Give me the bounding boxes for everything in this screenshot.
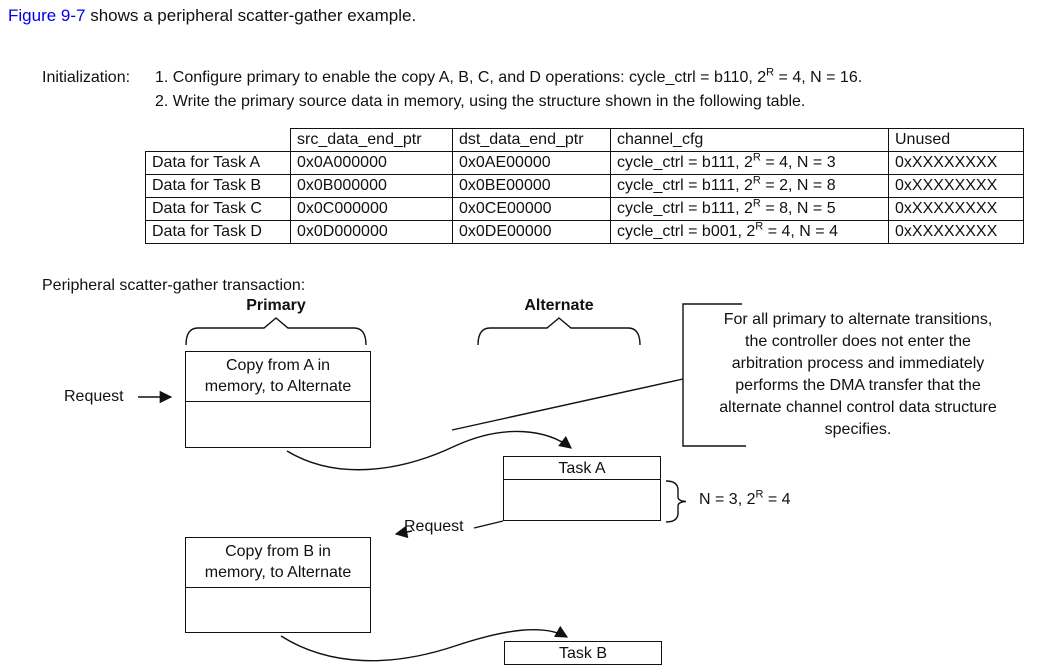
initialization-step-2: 2. Write the primary source data in memory, using the structure shown in the following table. <box>155 93 806 110</box>
row-cfg: cycle_ctrl = b111, $2^R = 8$, N = 5 <box>611 198 889 221</box>
step1-text-end: = 4, N = 16. <box>774 69 863 86</box>
row-dst: 0x0DE00000 <box>453 221 611 244</box>
table-row <box>146 198 1024 221</box>
copy-a-box-text: Copy from A in memory, to Alternate <box>186 352 370 402</box>
table-header-cfg: channel_cfg <box>611 129 889 152</box>
row-label: Data for Task D <box>146 221 291 244</box>
row-cfg: cycle_ctrl = b001, $2^R = 4$, N = 4 <box>611 221 889 244</box>
request-label-1: Request <box>64 388 124 405</box>
copy-b-box-text: Copy from B in memory, to Alternate <box>186 538 370 588</box>
alternate-brace <box>478 318 640 345</box>
alternate-column-label: Alternate <box>524 297 594 314</box>
row-unused: 0xXXXXXXXX <box>889 175 1024 198</box>
table-header-blank <box>146 129 291 152</box>
n-annotation: N = 3, $2^R = 4$ <box>699 488 791 508</box>
row-cfg: cycle_ctrl = b111, $2^R = 4$, N = 3 <box>611 152 889 175</box>
table-header-src: src_data_end_ptr <box>291 129 453 152</box>
row-src: 0x0C000000 <box>291 198 453 221</box>
note-callout-line <box>452 379 683 430</box>
task-a-label: Task A <box>504 457 660 480</box>
row-unused: 0xXXXXXXXX <box>889 152 1024 175</box>
table-header-row <box>146 129 1024 152</box>
row-src: 0x0A000000 <box>291 152 453 175</box>
table-row <box>146 175 1024 198</box>
figure-link[interactable]: Figure 9-7 <box>8 6 86 25</box>
note-line: For all primary to alternate transitions, <box>723 311 993 328</box>
row-label: Data for Task B <box>146 175 291 198</box>
note-line: performs the DMA transfer that the <box>735 377 981 394</box>
row-cfg: cycle_ctrl = b111, $2^R = 2$, N = 8 <box>611 175 889 198</box>
row-unused: 0xXXXXXXXX <box>889 221 1024 244</box>
table-row <box>146 221 1024 244</box>
note-text <box>688 309 1028 441</box>
page-title-rest: shows a peripheral scatter-gather example. <box>85 6 417 25</box>
task-a-brace <box>666 481 686 522</box>
initialization-label: Initialization: <box>42 69 131 86</box>
request-label-2: Request <box>404 518 464 535</box>
page-title <box>8 6 416 26</box>
row-dst: 0x0CE00000 <box>453 198 611 221</box>
note-line: arbitration process and immediately <box>731 355 985 372</box>
diagram-caption: Peripheral scatter-gather transaction: <box>42 277 306 294</box>
table-row <box>146 152 1024 175</box>
step1-superscript: R <box>766 66 775 79</box>
row-dst: 0x0AE00000 <box>453 152 611 175</box>
task-data-table <box>145 128 1024 244</box>
copy-a-box <box>185 351 371 448</box>
table-header-unused: Unused <box>889 129 1024 152</box>
table-header-dst: dst_data_end_ptr <box>453 129 611 152</box>
note-line: specifies. <box>824 421 892 438</box>
row-label: Data for Task A <box>146 152 291 175</box>
row-dst: 0x0BE00000 <box>453 175 611 198</box>
primary-column-label: Primary <box>246 297 306 314</box>
copy-b-box <box>185 537 371 633</box>
row-src: 0x0B000000 <box>291 175 453 198</box>
task-b-label: Task B <box>505 642 661 665</box>
row-unused: 0xXXXXXXXX <box>889 198 1024 221</box>
task-b-box <box>504 641 662 665</box>
request2-connector-line <box>474 521 503 528</box>
initialization-step-1 <box>155 66 863 87</box>
primary-brace <box>186 318 366 345</box>
row-src: 0x0D000000 <box>291 221 453 244</box>
note-line: alternate channel control data structure <box>719 399 997 416</box>
step1-text: 1. Configure primary to enable the copy A, B, C, and D operations: cycle_ctrl = b110, 2 <box>155 69 767 86</box>
task-a-box <box>503 456 661 521</box>
note-line: the controller does not enter the <box>745 333 971 350</box>
row-label: Data for Task C <box>146 198 291 221</box>
